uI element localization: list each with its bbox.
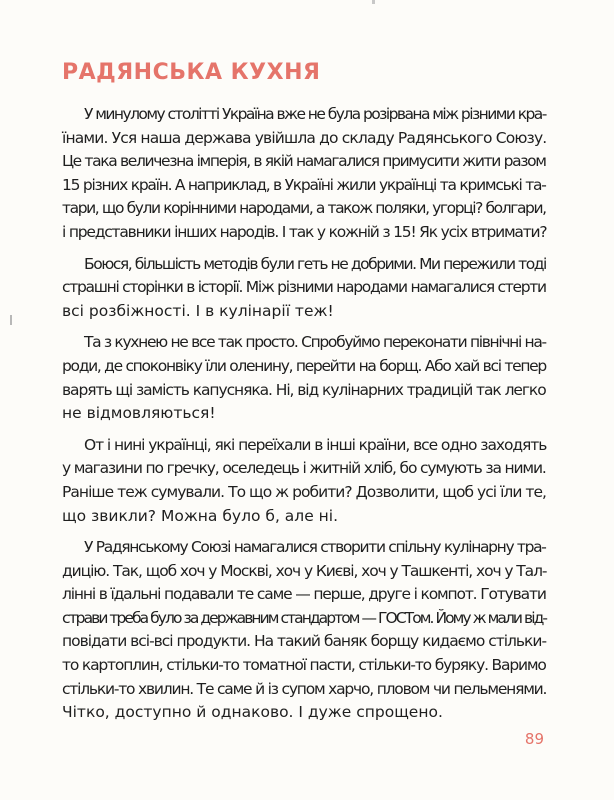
text-line: стільки-то хвилин. Те саме й із супом харчо, пловом чи пельменями. [62,679,547,698]
text-line: їнами. Уся наша держава увійшла до складу Радянського Союзу. [62,128,547,147]
page-title: РАДЯНСЬКА КУХНЯ [62,60,321,85]
body-text [62,103,546,733]
text-line: роди, де споконвіку їли оленину, перейти на борщ. Або хай всі тепер [62,356,546,375]
paragraph-2 [62,253,546,324]
text-line: що звикли? Можна було б, але ні. [62,506,339,525]
paragraph-3 [62,331,546,425]
text-line: всі розбіжності. І в кулінарії теж! [62,301,334,320]
paragraph-4 [62,434,546,528]
text-line: Чітко, доступно й однаково. І дуже спрощено. [62,703,443,722]
text-line: то картоплин, стільки-то томатної пасти, стільки-то буряку. Варимо [62,656,546,675]
text-line: у магазини по гречку, оселедець і житній хліб, бо сумують за ними. [62,459,546,478]
text-line: Боюся, більшість методів були геть не добрими. Ми пережили тоді [84,254,546,273]
scan-artifact [372,0,375,4]
paragraph-1 [62,103,546,245]
text-line: страшні сторінки в історії. Між різними народами намагалися стерти [62,278,546,297]
text-line: Раніше теж сумували. То що ж робити? Дозволити, щоб усі їли те, [62,482,546,501]
text-line: повідати всі-всі продукти. На такий баняк борщу кидаємо стільки- [62,632,547,651]
text-line: лінні в їдальні подавали те саме — перше, друге і компот. Готувати [62,585,546,604]
text-line: і представники інших народів. І так у кожній з 15! Як усіх втримати? [62,222,547,241]
text-line: варять щі замість капусняка. Ні, від кулінарних традицій так легко [62,380,546,399]
text-line: У Радянському Союзі намагалися створити спільну кулінарну тра- [84,538,546,557]
text-line: От і нині українці, які переїхали в інші країни, все одно заходять [84,435,547,454]
page-number: 89 [524,730,544,748]
scan-artifact [10,315,12,325]
text-line: У минулому столітті Україна вже не була розірвана між різними кра- [84,105,546,123]
text-line: страви треба було за державним стандартом — ГОСТом. Йому ж мали від- [62,608,547,627]
text-line: Це така величезна імперія, в якій намагалися примусити жити разом [62,152,546,171]
paragraph-5 [62,536,546,725]
text-line: дицію. Так, щоб хоч у Москві, хоч у Києві, хоч у Ташкенті, хоч у Тал- [62,561,547,580]
text-line: Та з кухнею не все так просто. Спробуймо переконати північні на- [84,333,546,352]
text-line: 15 різних країн. А наприклад, в Україні жили українці та кримські та- [62,175,546,194]
text-line: не відмовляються! [62,404,216,423]
text-line: тари, що були корінними народами, а також поляки, угорці? болгари, [62,199,546,218]
